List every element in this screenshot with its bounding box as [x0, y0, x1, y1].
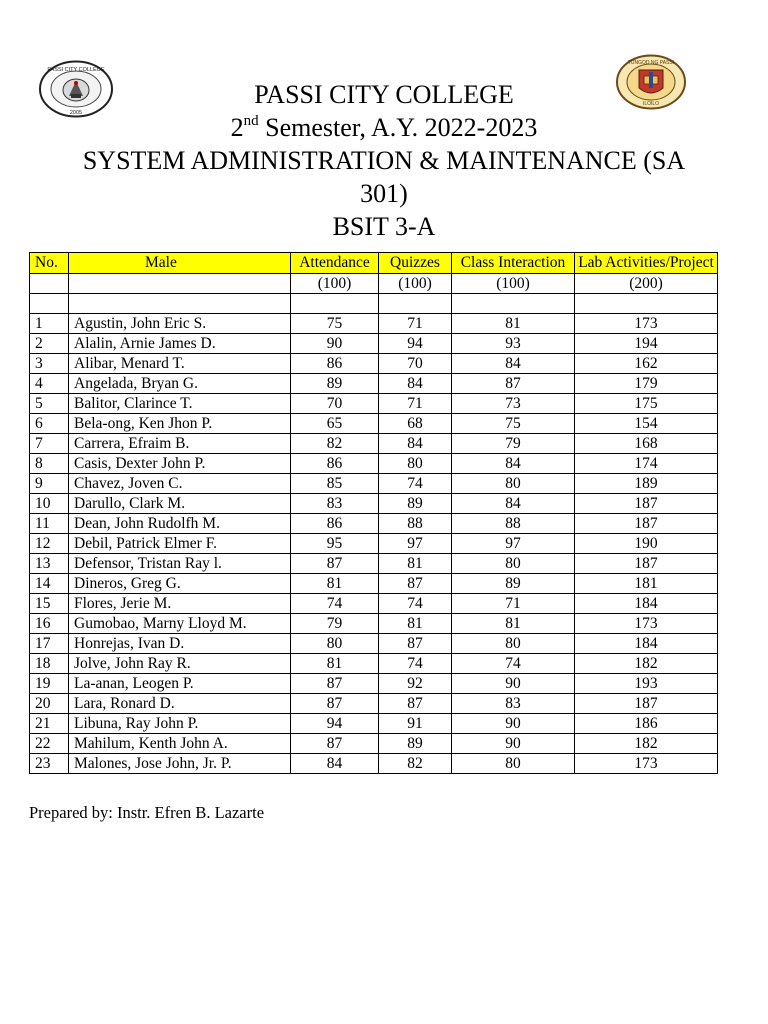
lab-activities-score: 186 — [575, 714, 718, 734]
lab-activities-score: 187 — [575, 554, 718, 574]
table-row — [30, 574, 718, 594]
class-interaction-score: 80 — [452, 754, 575, 774]
max-score-cell: (100) — [291, 274, 379, 294]
table-row — [30, 474, 718, 494]
attendance-score: 81 — [291, 654, 379, 674]
student-number: 7 — [30, 434, 69, 454]
student-number: 10 — [30, 494, 69, 514]
student-number: 5 — [30, 394, 69, 414]
quiz-score: 74 — [379, 654, 452, 674]
lab-activities-score: 182 — [575, 654, 718, 674]
header-no: No. — [30, 253, 69, 274]
svg-text:2005: 2005 — [69, 110, 83, 116]
quiz-score: 87 — [379, 634, 452, 654]
semester-line — [0, 111, 768, 144]
class-interaction-score: 71 — [452, 594, 575, 614]
semester-ordinal: 2 — [230, 113, 244, 142]
quiz-score: 71 — [379, 314, 452, 334]
class-interaction-score: 80 — [452, 474, 575, 494]
table-row — [30, 634, 718, 654]
class-interaction-score: 83 — [452, 694, 575, 714]
attendance-score: 84 — [291, 754, 379, 774]
student-name: Malones, Jose John, Jr. P. — [69, 754, 291, 774]
table-row — [30, 394, 718, 414]
quiz-score: 70 — [379, 354, 452, 374]
student-number: 20 — [30, 694, 69, 714]
svg-text:ILOILO: ILOILO — [642, 101, 660, 107]
lab-activities-score: 184 — [575, 634, 718, 654]
quiz-score: 82 — [379, 754, 452, 774]
student-number: 15 — [30, 594, 69, 614]
blank-row — [30, 294, 718, 314]
course-title-line2: 301) — [360, 179, 408, 208]
table-row — [30, 514, 718, 534]
table-row — [30, 734, 718, 754]
table-row — [30, 374, 718, 394]
lab-activities-score: 179 — [575, 374, 718, 394]
student-number: 8 — [30, 454, 69, 474]
class-interaction-score: 97 — [452, 534, 575, 554]
attendance-score: 85 — [291, 474, 379, 494]
student-number: 2 — [30, 334, 69, 354]
student-number: 11 — [30, 514, 69, 534]
svg-text:TUNGOD NG PASSI: TUNGOD NG PASSI — [627, 60, 675, 66]
class-interaction-score: 84 — [452, 354, 575, 374]
student-number: 23 — [30, 754, 69, 774]
student-name: Mahilum, Kenth John A. — [69, 734, 291, 754]
max-score-cell: (100) — [452, 274, 575, 294]
course-title-line1: SYSTEM ADMINISTRATION & MAINTENANCE (SA — [82, 146, 686, 175]
section-name: BSIT 3-A — [332, 212, 436, 241]
quiz-score: 89 — [379, 494, 452, 514]
table-row — [30, 414, 718, 434]
quiz-score: 92 — [379, 674, 452, 694]
class-interaction-score: 79 — [452, 434, 575, 454]
class-interaction-score: 80 — [452, 554, 575, 574]
class-interaction-score: 74 — [452, 654, 575, 674]
blank-cell — [69, 294, 291, 314]
table-row — [30, 434, 718, 454]
student-number: 4 — [30, 374, 69, 394]
student-name: Darullo, Clark M. — [69, 494, 291, 514]
class-interaction-score: 81 — [452, 614, 575, 634]
quiz-score: 91 — [379, 714, 452, 734]
quiz-score: 94 — [379, 334, 452, 354]
semester-suffix: nd — [243, 113, 259, 129]
table-row — [30, 494, 718, 514]
student-name: Dean, John Rudolfh M. — [69, 514, 291, 534]
class-interaction-score: 80 — [452, 634, 575, 654]
student-name: Chavez, Joven C. — [69, 474, 291, 494]
blank-cell — [291, 294, 379, 314]
student-number: 6 — [30, 414, 69, 434]
quiz-score: 87 — [379, 694, 452, 714]
class-interaction-score: 81 — [452, 314, 575, 334]
quiz-score: 71 — [379, 394, 452, 414]
lab-activities-score: 181 — [575, 574, 718, 594]
attendance-score: 87 — [291, 694, 379, 714]
student-number: 1 — [30, 314, 69, 334]
lab-activities-score: 173 — [575, 614, 718, 634]
lab-activities-score: 194 — [575, 334, 718, 354]
quiz-score: 84 — [379, 374, 452, 394]
student-number: 16 — [30, 614, 69, 634]
lab-activities-score: 189 — [575, 474, 718, 494]
lab-activities-score: 173 — [575, 754, 718, 774]
table-row — [30, 674, 718, 694]
attendance-score: 65 — [291, 414, 379, 434]
blank-cell — [575, 294, 718, 314]
student-name: Defensor, Tristan Ray l. — [69, 554, 291, 574]
document-header — [0, 78, 768, 243]
class-interaction-score: 73 — [452, 394, 575, 414]
blank-cell — [452, 294, 575, 314]
table-row — [30, 654, 718, 674]
student-name: Alalin, Arnie James D. — [69, 334, 291, 354]
attendance-score: 89 — [291, 374, 379, 394]
attendance-score: 87 — [291, 734, 379, 754]
attendance-score: 95 — [291, 534, 379, 554]
svg-text:PASSI CITY COLLEGE: PASSI CITY COLLEGE — [47, 67, 105, 73]
table-row — [30, 554, 718, 574]
student-name: Gumobao, Marny Lloyd M. — [69, 614, 291, 634]
header-class-interaction: Class Interaction — [452, 253, 575, 274]
student-name: Alibar, Menard T. — [69, 354, 291, 374]
student-number: 17 — [30, 634, 69, 654]
class-interaction-score: 89 — [452, 574, 575, 594]
attendance-score: 70 — [291, 394, 379, 414]
lab-activities-score: 162 — [575, 354, 718, 374]
max-score-row — [30, 274, 718, 294]
quiz-score: 81 — [379, 554, 452, 574]
attendance-score: 79 — [291, 614, 379, 634]
class-interaction-score: 75 — [452, 414, 575, 434]
attendance-score: 87 — [291, 674, 379, 694]
college-name: PASSI CITY COLLEGE — [254, 80, 514, 109]
attendance-score: 87 — [291, 554, 379, 574]
student-name: Balitor, Clarince T. — [69, 394, 291, 414]
student-name: Angelada, Bryan G. — [69, 374, 291, 394]
semester-year: Semester, A.Y. 2022-2023 — [258, 113, 538, 142]
attendance-score: 90 — [291, 334, 379, 354]
attendance-score: 75 — [291, 314, 379, 334]
quiz-score: 81 — [379, 614, 452, 634]
student-name: Lara, Ronard D. — [69, 694, 291, 714]
quiz-score: 84 — [379, 434, 452, 454]
student-number: 13 — [30, 554, 69, 574]
student-name: Flores, Jerie M. — [69, 594, 291, 614]
attendance-score: 83 — [291, 494, 379, 514]
lab-activities-score: 184 — [575, 594, 718, 614]
table-row — [30, 354, 718, 374]
lab-activities-score: 187 — [575, 694, 718, 714]
header-quizzes: Quizzes — [379, 253, 452, 274]
class-interaction-score: 88 — [452, 514, 575, 534]
quiz-score: 97 — [379, 534, 452, 554]
student-number: 18 — [30, 654, 69, 674]
student-name: Honrejas, Ivan D. — [69, 634, 291, 654]
max-score-cell: (200) — [575, 274, 718, 294]
max-score-cell — [69, 274, 291, 294]
student-name: Jolve, John Ray R. — [69, 654, 291, 674]
student-number: 12 — [30, 534, 69, 554]
header-male: Male — [69, 253, 291, 274]
lab-activities-score: 168 — [575, 434, 718, 454]
lab-activities-score: 182 — [575, 734, 718, 754]
student-name: Bela-ong, Ken Jhon P. — [69, 414, 291, 434]
lab-activities-score: 154 — [575, 414, 718, 434]
lab-activities-score: 174 — [575, 454, 718, 474]
attendance-score: 81 — [291, 574, 379, 594]
lab-activities-score: 187 — [575, 494, 718, 514]
student-number: 22 — [30, 734, 69, 754]
header-lab-activities: Lab Activities/Project — [575, 253, 718, 274]
student-name: Carrera, Efraim B. — [69, 434, 291, 454]
class-interaction-score: 84 — [452, 494, 575, 514]
student-name: Debil, Patrick Elmer F. — [69, 534, 291, 554]
header-attendance: Attendance — [291, 253, 379, 274]
student-number: 21 — [30, 714, 69, 734]
student-number: 9 — [30, 474, 69, 494]
table-row — [30, 754, 718, 774]
quiz-score: 74 — [379, 594, 452, 614]
student-name: La-anan, Leogen P. — [69, 674, 291, 694]
class-interaction-score: 84 — [452, 454, 575, 474]
attendance-score: 74 — [291, 594, 379, 614]
student-name: Agustin, John Eric S. — [69, 314, 291, 334]
student-number: 3 — [30, 354, 69, 374]
table-row — [30, 454, 718, 474]
lab-activities-score: 193 — [575, 674, 718, 694]
quiz-score: 74 — [379, 474, 452, 494]
table-header-row — [30, 253, 718, 274]
class-interaction-score: 90 — [452, 734, 575, 754]
student-number: 14 — [30, 574, 69, 594]
attendance-score: 82 — [291, 434, 379, 454]
quiz-score: 88 — [379, 514, 452, 534]
lab-activities-score: 187 — [575, 514, 718, 534]
class-interaction-score: 87 — [452, 374, 575, 394]
table-row — [30, 314, 718, 334]
table-row — [30, 334, 718, 354]
quiz-score: 80 — [379, 454, 452, 474]
student-name: Libuna, Ray John P. — [69, 714, 291, 734]
class-interaction-score: 90 — [452, 674, 575, 694]
quiz-score: 68 — [379, 414, 452, 434]
attendance-score: 80 — [291, 634, 379, 654]
attendance-score: 86 — [291, 354, 379, 374]
quiz-score: 87 — [379, 574, 452, 594]
max-score-cell — [30, 274, 69, 294]
quiz-score: 89 — [379, 734, 452, 754]
table-row — [30, 694, 718, 714]
grades-table — [29, 252, 718, 774]
class-interaction-score: 93 — [452, 334, 575, 354]
lab-activities-score: 190 — [575, 534, 718, 554]
attendance-score: 94 — [291, 714, 379, 734]
student-name: Casis, Dexter John P. — [69, 454, 291, 474]
lab-activities-score: 173 — [575, 314, 718, 334]
blank-cell — [30, 294, 69, 314]
prepared-by: Prepared by: Instr. Efren B. Lazarte — [29, 803, 265, 822]
student-name: Dineros, Greg G. — [69, 574, 291, 594]
table-row — [30, 714, 718, 734]
table-row — [30, 594, 718, 614]
max-score-cell: (100) — [379, 274, 452, 294]
lab-activities-score: 175 — [575, 394, 718, 414]
attendance-score: 86 — [291, 514, 379, 534]
table-row — [30, 614, 718, 634]
attendance-score: 86 — [291, 454, 379, 474]
class-interaction-score: 90 — [452, 714, 575, 734]
blank-cell — [379, 294, 452, 314]
table-row — [30, 534, 718, 554]
student-number: 19 — [30, 674, 69, 694]
